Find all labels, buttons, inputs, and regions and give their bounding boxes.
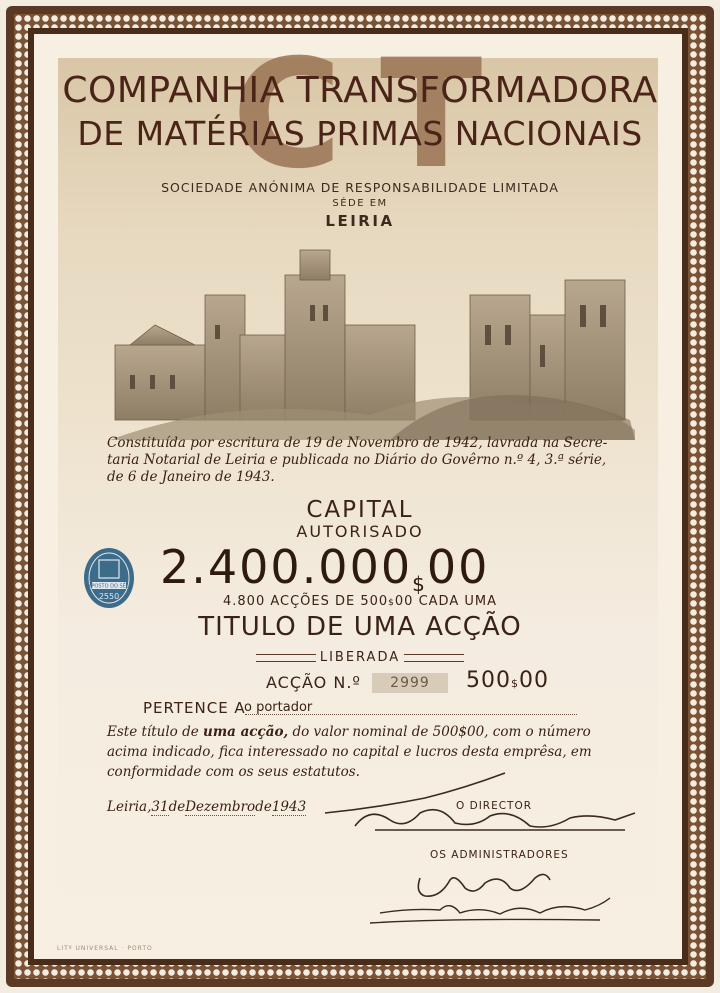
nominal-symbol: $ [511,677,519,690]
capital-amount [160,540,489,596]
administrators-label: OS ADMINISTRADORES [430,849,569,861]
company-name-line2: DE MATÉRIAS PRIMAS NACIONAIS [77,114,643,153]
nominal-integer: 500 [466,668,511,693]
constitution-line: Constituída por escritura de 19 de Novembro de 1942, lavrada na Secre- [107,435,608,451]
currency-symbol: $ [412,572,427,596]
body-part1: Este título de [107,724,204,740]
body-part2: do valor nominal de 500$00, com o número acima indicado, fica interessado no capital e lucros desta emprêsa, em conformidade com os seus estatutos. [107,724,592,780]
capital-sublabel: AUTORISADO [296,522,424,541]
date-de1: de [168,799,186,815]
date-day: 31 [151,799,169,815]
constitution-line: taria Notarial de Leiria e publicada no Diário do Govêrno n.º 4, 3.ª série, [107,452,607,468]
seat-label: SÉDE EM [332,198,388,209]
administrators-signatures [360,858,620,933]
constitution-line: de 6 de Janeiro de 1943. [107,469,275,485]
status-line [0,650,720,665]
castle-illustration [110,245,635,440]
monogram-t: T [380,28,483,202]
shares-symbol: $ [388,598,395,608]
share-number-value: 2999 [372,673,448,693]
seal-value: 2550 [98,592,120,601]
amount-decimal: 00 [426,540,490,594]
director-label: O DIRECTOR [456,800,533,812]
date-place: Leiria, [107,799,152,815]
date-de2: de [255,799,272,815]
director-signature [315,768,645,843]
date-month: Dezembro [185,799,256,815]
legal-form: SOCIEDADE ANÓNIMA DE RESPONSABILIDADE LIMITADA [161,180,559,195]
seat-city: LEIRIA [325,212,395,230]
holder-line [245,714,577,715]
share-title: TITULO DE UMA ACÇÃO [198,612,522,642]
date-year: 1943 [271,799,307,815]
shares-prefix: 4.800 ACÇÕES DE 500 [223,594,389,609]
share-nominal-value [466,668,549,693]
company-name-line1: COMPANHIA TRANSFORMADORA [62,70,658,111]
shares-suffix: 00 CADA UMA [394,594,497,609]
monogram-c: C [232,28,343,202]
divider-right [404,654,464,662]
shares-line [0,594,720,609]
holder-value: o portador [244,700,313,715]
status-label: LIBERADA [319,650,401,665]
nominal-decimal: 00 [519,668,549,693]
seal-text: IMPOSTO DO SÊLO [85,583,133,590]
constitution-text [107,435,627,486]
amount-integer: 2.400.000 [160,540,413,594]
capital-label: CAPITAL [306,497,414,523]
share-number-label: ACÇÃO N.º [266,673,361,692]
holder-label: PERTENCE A [143,699,246,717]
body-bold: uma acção, [203,724,289,740]
printer-credit: LITº UNIVERSAL · PORTO [57,945,153,952]
divider-left [256,654,316,662]
issue-date [107,799,306,816]
